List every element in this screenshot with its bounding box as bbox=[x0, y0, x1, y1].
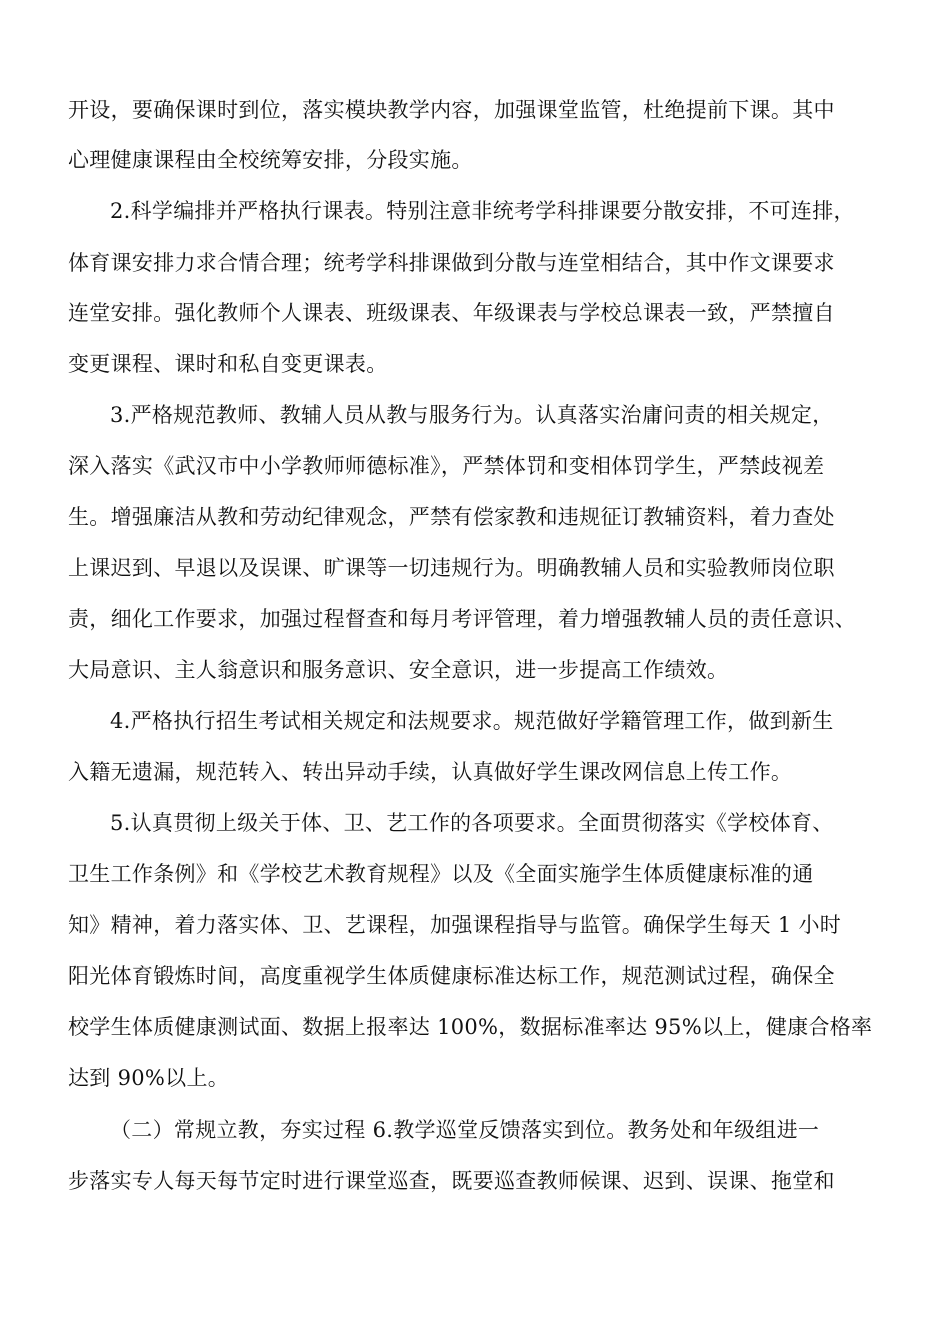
section-heading-line: （二）常规立教，夯实过程 6.教学巡堂反馈落实到位。教务处和年级组进一 bbox=[110, 1118, 820, 1142]
text-line: 知》精神，着力落实体、卫、艺课程，加强课程指导与监管。确保学生每天 1 小时 bbox=[68, 913, 842, 937]
paragraph-start-line: 5.认真贯彻上级关于体、卫、艺工作的各项要求。全面贯彻落实《学校体育、 bbox=[110, 811, 834, 835]
paragraph-start-line: 2.科学编排并严格执行课表。特别注意非统考学科排课要分散安排，不可连排， bbox=[110, 199, 855, 223]
text-line: 开设，要确保课时到位，落实模块教学内容，加强课堂监管，杜绝提前下课。其中 bbox=[68, 98, 835, 122]
text-line: 步落实专人每天每节定时进行课堂巡查，既要巡查教师候课、迟到、误课、拖堂和 bbox=[68, 1169, 835, 1193]
text-line: 阳光体育锻炼时间，高度重视学生体质健康标准达标工作，规范测试过程，确保全 bbox=[68, 964, 835, 988]
text-line: 体育课安排力求合情合理；统考学科排课做到分散与连堂相结合，其中作文课要求 bbox=[68, 251, 835, 275]
text-line: 责，细化工作要求，加强过程督查和每月考评管理，着力增强教辅人员的责任意识、 bbox=[68, 607, 857, 631]
text-line: 达到 90%以上。 bbox=[68, 1066, 230, 1090]
text-line: 生。增强廉洁从教和劳动纪律观念，严禁有偿家教和违规征订教辅资料，着力查处 bbox=[68, 505, 835, 529]
text-line: 校学生体质健康测试面、数据上报率达 100%，数据标准率达 95%以上，健康合格率 bbox=[68, 1015, 873, 1039]
text-line: 心理健康课程由全校统筹安排，分段实施。 bbox=[68, 148, 473, 172]
text-line: 连堂安排。强化教师个人课表、班级课表、年级课表与学校总课表一致，严禁擅自 bbox=[68, 301, 835, 325]
text-line: 入籍无遗漏，规范转入、转出异动手续，认真做好学生课改网信息上传工作。 bbox=[68, 760, 793, 784]
paragraph-start-line: 3.严格规范教师、教辅人员从教与服务行为。认真落实治庸问责的相关规定， bbox=[110, 403, 834, 427]
text-line: 卫生工作条例》和《学校艺术教育规程》以及《全面实施学生体质健康标准的通 bbox=[68, 862, 814, 886]
text-line: 大局意识、主人翁意识和服务意识、安全意识，进一步提高工作绩效。 bbox=[68, 658, 729, 682]
text-line: 变更课程、课时和私自变更课表。 bbox=[68, 352, 388, 376]
text-line: 深入落实《武汉市中小学教师师德标准》，严禁体罚和变相体罚学生，严禁歧视差 bbox=[68, 454, 825, 478]
paragraph-start-line: 4.严格执行招生考试相关规定和法规要求。规范做好学籍管理工作，做到新生 bbox=[110, 709, 834, 733]
text-line: 上课迟到、早退以及误课、旷课等一切违规行为。明确教辅人员和实验教师岗位职 bbox=[68, 556, 835, 580]
